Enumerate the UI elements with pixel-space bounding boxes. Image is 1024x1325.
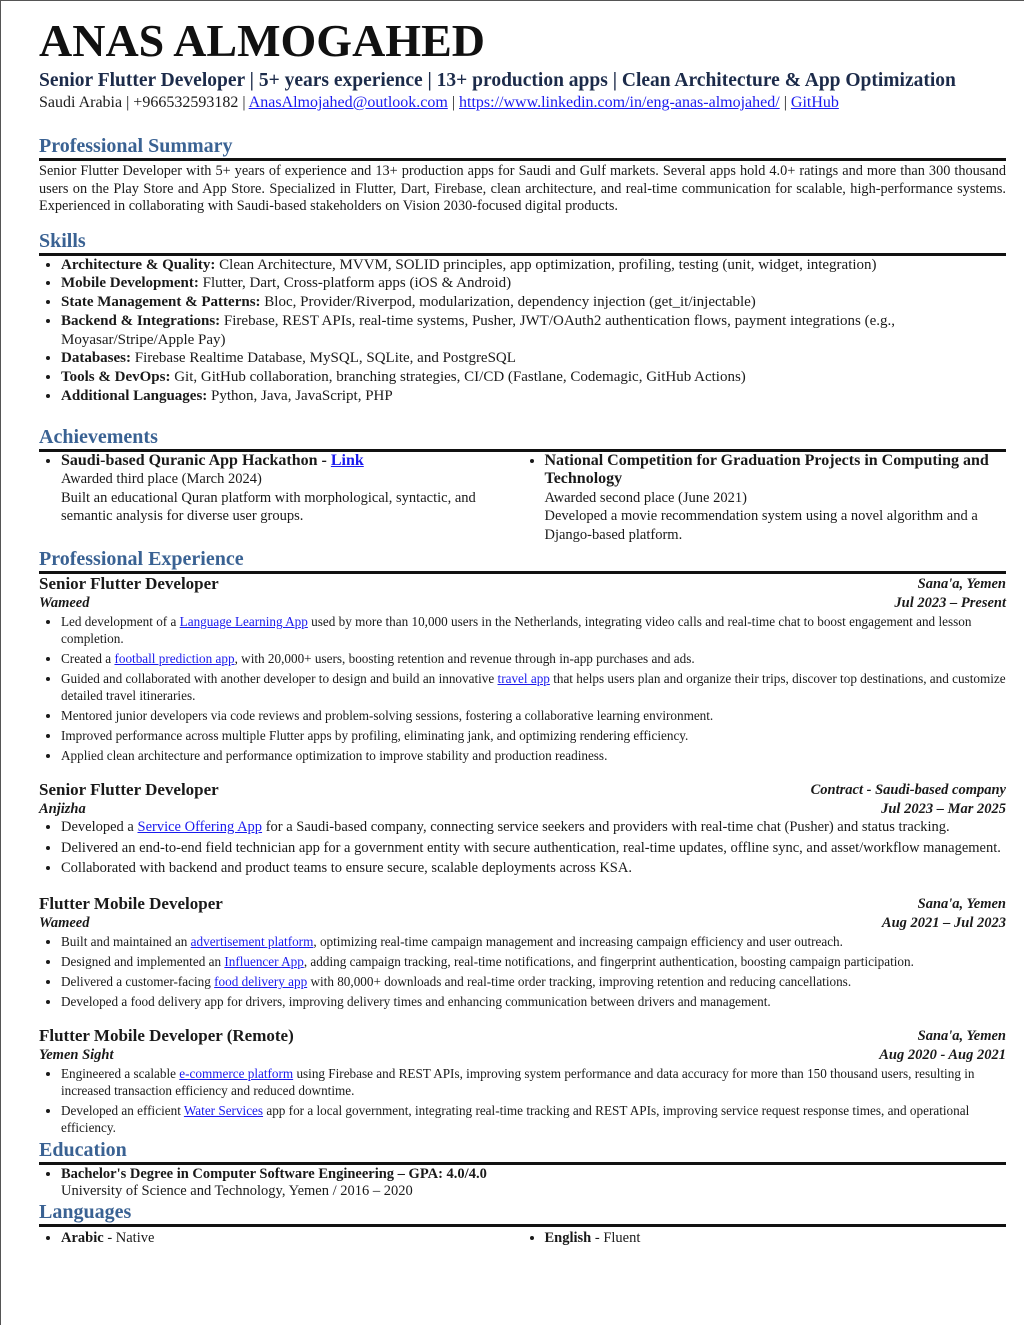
- github-link[interactable]: GitHub: [790, 94, 839, 111]
- bullet-text: Guided and collaborated with another developer to design and build an innovative: [61, 671, 498, 687]
- separator: |: [779, 94, 791, 111]
- skill-text: Firebase, REST APIs, real-time systems, Pusher, JWT/OAuth2 authentication flows, payment integrations (e.g., Moyasar/Stripe/Apple Pay): [61, 312, 896, 348]
- project-link[interactable]: e-commerce platform: [179, 1065, 294, 1081]
- job-bullet: [61, 727, 1006, 744]
- bullet-text: , adding campaign tracking, real-time notifications, and fingerprint authentication, boosting campaign participation.: [303, 953, 914, 969]
- bullet-text: , optimizing real-time campaign management and increasing campaign efficiency and user outreach.: [313, 933, 843, 949]
- summary-text: Senior Flutter Developer with 5+ years of experience and 13+ production apps for Saudi and Gulf markets. Several apps hold 4.0+ ratings and more than 300 thousand users on the Play Store and App Store. Specialized in Flutter, Dart, Firebase, clean architecture, and real-time communication for scalable, high-performance systems. Experienced in collaborating with Saudi-based stakeholders on Vision 2030-focused digital products.: [39, 163, 1006, 214]
- candidate-name: ANAS ALMOGAHED: [39, 15, 485, 66]
- project-link[interactable]: Language Learning App: [179, 614, 308, 630]
- bullet-text: used by more than 10,000 users in the Netherlands, integrating video calls and real-time chat to boost engagement and lesson completion.: [61, 614, 972, 647]
- job-bullet: [61, 993, 1006, 1010]
- section-heading-skills: Skills: [39, 230, 1006, 256]
- bullet-text: Applied clean architecture and performance optimization to improve stability and production readiness.: [61, 748, 608, 764]
- job-bullet: [61, 819, 1006, 837]
- achievement-description: Built an educational Quran platform with morphological, syntactic, and semantic analysis for diverse user groups.: [61, 489, 476, 525]
- job-bullet: [61, 933, 1006, 950]
- section-heading-summary: Professional Summary: [39, 135, 1006, 161]
- job-entry: [39, 1026, 1006, 1136]
- bullet-text: app for a local government, integrating real-time tracking and REST APIs, improving service request response times, and operational efficiency.: [61, 1102, 970, 1135]
- job-role: Senior Flutter Developer: [39, 574, 219, 594]
- skill-text: Python, Java, JavaScript, PHP: [207, 388, 393, 405]
- job-entry: [39, 780, 1006, 878]
- project-link[interactable]: food delivery app: [214, 973, 308, 989]
- job-location: Sana'a, Yemen: [917, 576, 1006, 593]
- job-bullets: [39, 933, 1006, 1010]
- project-link[interactable]: travel app: [497, 671, 550, 687]
- bullet-text: Engineered a scalable: [61, 1065, 180, 1081]
- job-bullet: [61, 860, 1006, 878]
- bullet-text: Designed and implemented an: [61, 953, 225, 969]
- language-name: English: [544, 1229, 592, 1246]
- skill-label: Mobile Development:: [61, 275, 199, 292]
- bullet-text: Developed an efficient: [61, 1102, 184, 1118]
- separator: |: [238, 94, 249, 111]
- bullet-text: Led development of a: [61, 614, 180, 630]
- skill-item: [61, 312, 1006, 350]
- separator: |: [122, 94, 134, 111]
- achievement-award: Awarded third place (March 2024): [61, 471, 262, 488]
- location: Saudi Arabia: [39, 94, 123, 111]
- achievement-column: [39, 452, 523, 545]
- bullet-text: with 80,000+ downloads and real-time order tracking, improving retention and reducing cancellations.: [307, 973, 852, 989]
- bullet-text: Improved performance across multiple Flutter apps by profiling, eliminating jank, and optimizing rendering efficiency.: [61, 728, 689, 744]
- job-role: Senior Flutter Developer: [39, 780, 219, 800]
- skill-label: Architecture & Quality:: [61, 256, 216, 273]
- job-bullet: [61, 613, 1006, 647]
- skill-text: Firebase Realtime Database, MySQL, SQLite, and PostgreSQL: [131, 350, 516, 367]
- bullet-text: using Firebase and REST APIs, improving system performance and data accuracy for more than 150 thousand users, resulting in increased transaction efficiency and reduced downtime.: [61, 1065, 975, 1098]
- job-company: Anjizha: [39, 801, 86, 818]
- bullet-text: Built and maintained an: [61, 933, 191, 949]
- job-dates: Aug 2020 - Aug 2021: [879, 1046, 1006, 1063]
- job-role: Flutter Mobile Developer (Remote): [39, 1025, 294, 1045]
- bullet-text: Delivered an end-to-end field technician app for a government entity with secure authentication, real-time updates, offline sync, and asset/workflow management.: [61, 839, 1001, 856]
- contact-line: [39, 93, 1006, 113]
- job-role: Flutter Mobile Developer: [39, 893, 223, 913]
- job-bullet: [61, 747, 1006, 764]
- language-level: - Fluent: [591, 1229, 641, 1246]
- achievement-item: [545, 452, 1007, 545]
- job-bullet: [61, 1102, 1006, 1136]
- job-bullet: [61, 840, 1006, 858]
- skill-text: Bloc, Provider/Riverpod, modularization, dependency injection (get_it/injectable): [260, 294, 756, 311]
- section-heading-achievements: Achievements: [39, 426, 1006, 452]
- job-bullet: [61, 707, 1006, 724]
- degree: Bachelor's Degree in Computer Software Engineering – GPA: 4.0/4.0: [61, 1165, 487, 1182]
- skill-item: [61, 349, 1006, 368]
- language-name: Arabic: [61, 1229, 104, 1246]
- job-company: Yemen Sight: [39, 1046, 114, 1063]
- section-heading-experience: Professional Experience: [39, 548, 1006, 574]
- skill-item: [61, 368, 1006, 387]
- skill-text: Flutter, Dart, Cross-platform apps (iOS & Android): [198, 275, 512, 292]
- experience-list: [39, 574, 1006, 1136]
- skills-list: [39, 256, 1006, 406]
- bullet-text: , with 20,000+ users, boosting retention and revenue through in-app purchases and ads.: [234, 651, 695, 667]
- linkedin-link[interactable]: https://www.linkedin.com/in/eng-anas-almojahed/: [459, 94, 780, 111]
- bullet-text: Created a: [61, 651, 115, 667]
- job-bullet: [61, 1065, 1006, 1099]
- skill-label: Backend & Integrations:: [61, 312, 221, 329]
- bullet-text: that helps users plan and organize their trips, discover top destinations, and customize detailed travel itineraries.: [61, 671, 1006, 704]
- job-bullet: [61, 650, 1006, 667]
- phone: +966532593182: [133, 94, 239, 111]
- job-bullets: [39, 1065, 1006, 1136]
- skill-label: Additional Languages:: [61, 388, 208, 405]
- email-link[interactable]: AnasAlmojahed@outlook.com: [248, 94, 448, 111]
- skill-text: Clean Architecture, MVVM, SOLID principles, app optimization, profiling, testing (unit, widget, integration): [215, 256, 877, 273]
- project-link[interactable]: advertisement platform: [190, 933, 314, 949]
- achievement-item: [61, 452, 523, 526]
- bullet-text: Mentored junior developers via code reviews and problem-solving sessions, fostering a collaborative learning environment.: [61, 708, 714, 724]
- job-location: Contract - Saudi-based company: [810, 782, 1006, 799]
- job-bullet: [61, 953, 1006, 970]
- achievements-list: [39, 452, 1006, 545]
- job-bullet: [61, 670, 1006, 704]
- language-item: [545, 1229, 1007, 1248]
- bullet-text: Delivered a customer-facing: [61, 973, 215, 989]
- language-item: [61, 1229, 523, 1248]
- section-heading-education: Education: [39, 1139, 1006, 1165]
- achievement-award: Awarded second place (June 2021): [544, 489, 747, 506]
- education-list: [39, 1166, 1006, 1201]
- skill-item: [61, 256, 1006, 275]
- job-location: Sana'a, Yemen: [917, 1027, 1006, 1044]
- job-bullet: [61, 973, 1006, 990]
- section-heading-languages: Languages: [39, 1201, 1006, 1227]
- job-entry: [39, 574, 1006, 764]
- job-dates: Jul 2023 – Present: [894, 595, 1006, 612]
- tagline: Senior Flutter Developer | 5+ years experience | 13+ production apps | Clean Architecture & App Optimization: [39, 70, 956, 91]
- achievement-title: National Competition for Graduation Projects in Computing and Technology: [544, 451, 989, 488]
- skill-item: [61, 293, 1006, 312]
- separator: |: [447, 94, 460, 111]
- achievement-link[interactable]: Link: [330, 451, 364, 469]
- job-dates: Jul 2023 – Mar 2025: [881, 801, 1006, 818]
- skill-label: Databases:: [61, 350, 131, 367]
- job-bullets: [39, 613, 1006, 764]
- languages-list: [39, 1229, 1006, 1248]
- project-link[interactable]: Water Services: [183, 1102, 264, 1118]
- skill-text: Git, GitHub collaboration, branching strategies, CI/CD (Fastlane, Codemagic, GitHub Actions): [170, 369, 746, 386]
- achievement-description: Developed a movie recommendation system using a novel algorithm and a Django-based platform.: [544, 508, 978, 543]
- skill-item: [61, 274, 1006, 293]
- project-link[interactable]: Service Offering App: [137, 819, 263, 836]
- project-link[interactable]: football prediction app: [114, 651, 235, 667]
- job-dates: Aug 2021 – Jul 2023: [881, 914, 1006, 931]
- achievement-title: Saudi-based Quranic App Hackathon -: [61, 451, 331, 469]
- job-company: Wameed: [39, 914, 90, 931]
- skill-item: [61, 387, 1006, 406]
- language-level: - Native: [103, 1229, 155, 1246]
- job-location: Sana'a, Yemen: [917, 895, 1006, 912]
- skill-label: State Management & Patterns:: [61, 294, 261, 311]
- education-item: [61, 1166, 1006, 1201]
- bullet-text: Collaborated with backend and product teams to ensure secure, scalable deployments across KSA.: [61, 860, 632, 877]
- bullet-text: Developed a: [61, 819, 138, 836]
- achievement-column: [523, 452, 1007, 545]
- job-bullets: [39, 819, 1006, 878]
- school: University of Science and Technology, Yemen / 2016 – 2020: [61, 1183, 413, 1200]
- bullet-text: Developed a food delivery app for drivers, improving delivery times and enhancing communication between drivers and management.: [61, 993, 771, 1009]
- project-link[interactable]: Influencer App: [224, 953, 304, 969]
- job-company: Wameed: [39, 595, 90, 612]
- job-entry: [39, 894, 1006, 1010]
- bullet-text: for a Saudi-based company, connecting service seekers and providers with real-time chat (Pusher) and status tracking.: [262, 819, 950, 836]
- skill-label: Tools & DevOps:: [61, 369, 171, 386]
